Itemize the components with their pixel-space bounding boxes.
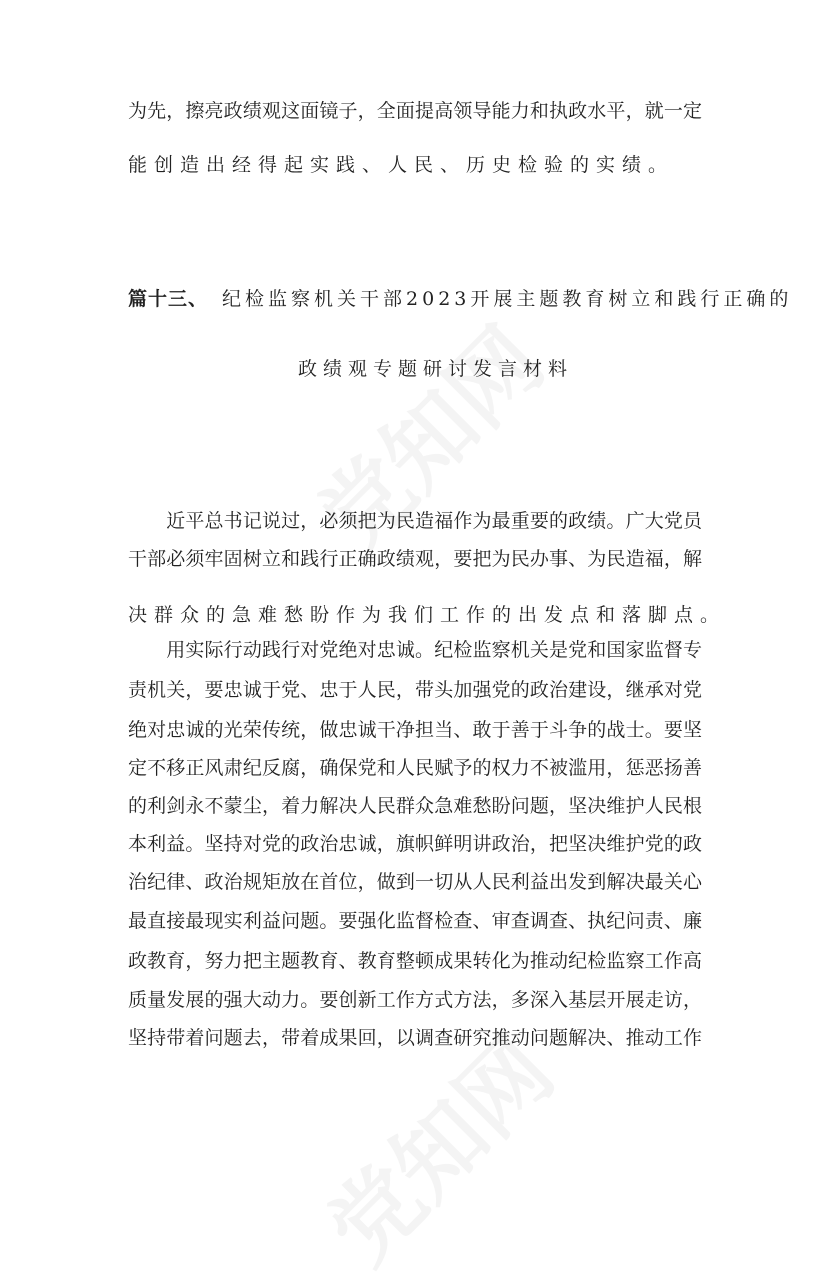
section-title-line2: 政绩观专题研讨发言材料: [298, 358, 574, 380]
paragraph-line: 质量发展的强大动力。要创新工作方式方法，多深入基层开展走访，: [128, 989, 702, 1011]
section-number: 篇十三、: [128, 288, 209, 310]
paragraph-line: 定不移正风肃纪反腐，确保党和人民赋予的权力不被滥用，惩恶扬善: [128, 757, 702, 779]
paragraph-line: 治纪律、政治规矩放在首位，做到一切从人民利益出发到解决最关心: [128, 871, 702, 893]
paragraph-line: 的利剑永不蒙尘，着力解决人民群众急难愁盼问题，坚决维护人民根: [128, 795, 702, 817]
section-heading: [128, 287, 793, 311]
watermark: [284, 294, 567, 577]
paragraph-line: 绝对忠诚的光荣传统，做忠诚干净担当、敢于善于斗争的战士。要坚: [128, 719, 702, 741]
paragraph-line: 本利益。坚持对党的政治忠诚，旗帜鲜明讲政治，把坚决维护党的政: [128, 833, 702, 855]
prev-paragraph-line: 为先，擦亮政绩观这面镜子，全面提高领导能力和执政水平，就一定: [128, 100, 702, 122]
paragraph-line: 干部必须牢固树立和践行正确政绩观，要把为民办事、为民造福，解: [128, 548, 702, 570]
paragraph-line: 用实际行动践行对党绝对忠诚。纪检监察机关是党和国家监督专: [128, 639, 702, 661]
paragraph-line: 最直接最现实利益问题。要强化监督检查、审查调查、执纪问责、廉: [128, 910, 702, 932]
paragraph-line: 近平总书记说过，必须把为民造福作为最重要的政绩。广大党员: [128, 510, 702, 532]
paragraph-line: 政教育，努力把主题教育、教育整顿成果转化为推动纪检监察工作高: [128, 950, 702, 972]
prev-paragraph-line: 能创造出经得起实践、人民、历史检验的实绩。: [128, 154, 675, 176]
section-title-line1: 纪检监察机关干部2023开展主题教育树立和践行正确的: [222, 288, 793, 310]
paragraph-line: 坚持带着问题去，带着成果回，以调查研究推动问题解决、推动工作: [128, 1027, 702, 1049]
paragraph-line: 决群众的急难愁盼作为我们工作的出发点和落脚点。: [128, 604, 727, 626]
paragraph-line: 责机关，要忠诚于党、忠于人民，带头加强党的政治建设，继承对党: [128, 679, 702, 701]
